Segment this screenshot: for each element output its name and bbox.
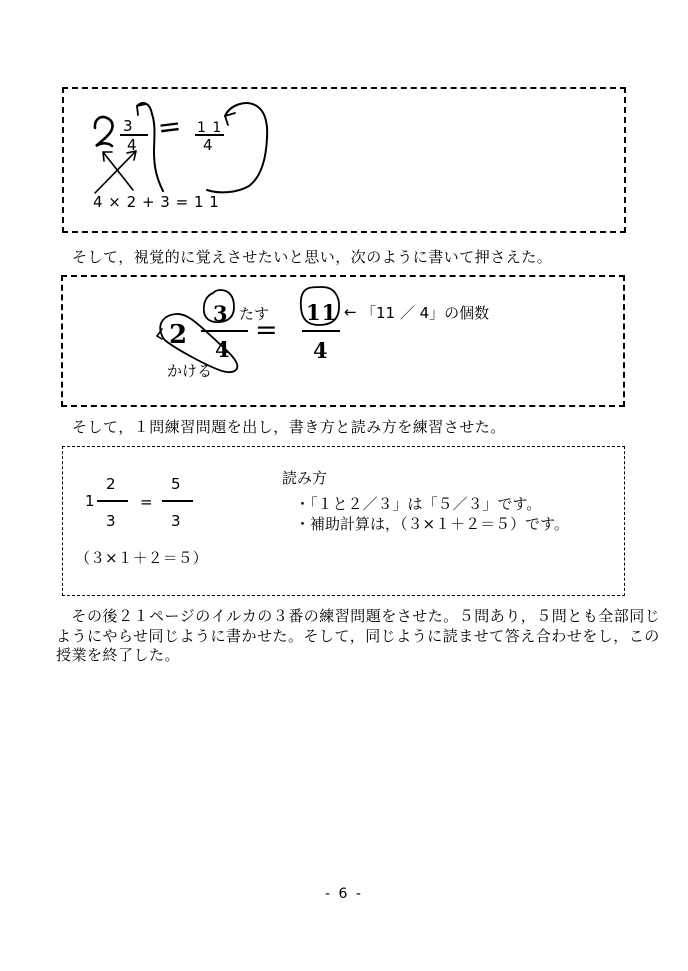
handwritten-two-glyph xyxy=(95,117,113,146)
yomikata-title: 読み方 xyxy=(282,469,328,487)
yomikata-item-1: ・「１と２／３」は「５／３」です。 xyxy=(295,495,542,513)
box1-numerator: 3 xyxy=(123,117,133,135)
yomikata-item-2: ・補助計算は，（３×１＋２＝５）です。 xyxy=(295,515,569,533)
box3-denominator: 3 xyxy=(106,512,116,530)
paren-curve-arrowhead-icon xyxy=(137,104,146,115)
box2-equals: = xyxy=(255,315,278,346)
box2-numerator: 3 xyxy=(213,301,228,326)
box1-denominator: 4 xyxy=(127,136,137,154)
label-kakeru: かける xyxy=(167,362,213,380)
box3-fraction-bar xyxy=(97,500,128,502)
closing-paragraph-line-1: その後２１ページのイルカの３番の練習問題をさせた。５問あり，５問とも全部同じ xyxy=(56,607,661,625)
page-number: - 6 - xyxy=(325,886,363,902)
box2-annotation: 「11 ／ 4」の個数 xyxy=(361,304,490,322)
annotated-conversion-box xyxy=(61,275,625,407)
box2-improper-denominator: 4 xyxy=(313,338,328,363)
closing-paragraph xyxy=(56,607,661,666)
box3-numerator: 2 xyxy=(106,475,116,493)
box2-denominator: 4 xyxy=(215,337,230,362)
handwritten-example-box xyxy=(62,87,626,233)
handwritten-conversion-diagram xyxy=(64,89,624,231)
closing-paragraph-line-3: 授業を終了した。 xyxy=(56,646,181,664)
box2-improper-numerator: 11 xyxy=(306,300,338,325)
box3-result-bar xyxy=(162,500,193,502)
box2-whole: 2 xyxy=(169,320,188,350)
box1-calculation: 4 × 2 + 3 = 1 1 xyxy=(93,193,220,211)
closing-paragraph-line-2: ようにやらせ同じように書かせた。そして，同じように読ませて答え合わせをし，この xyxy=(56,626,660,645)
box3-whole: 1 xyxy=(85,492,95,510)
box1-equals: = xyxy=(155,108,184,145)
loop-arrow-arrowhead-icon xyxy=(225,113,235,125)
practice-problem-box xyxy=(62,446,625,596)
box3-equals: = xyxy=(140,493,153,511)
box1-improper-denominator: 4 xyxy=(203,136,213,154)
annotated-conversion-diagram xyxy=(63,277,623,405)
narrative-line-1: そして，視覚的に覚えさせたいと思い，次のように書いて押さえた。 xyxy=(72,248,553,266)
narrative-line-2: そして，１問練習問題を出し，書き方と読み方を練習させた。 xyxy=(72,418,506,436)
box3-result-denominator: 3 xyxy=(171,512,181,530)
loop-arrow-stroke xyxy=(207,103,267,192)
box3-result-numerator: 5 xyxy=(171,475,181,493)
label-tasu: たす xyxy=(239,305,270,323)
left-arrow-icon: ← xyxy=(344,303,357,321)
box1-improper-numerator: 1 1 xyxy=(197,120,223,136)
aux-calculation: （３×１＋２＝５） xyxy=(75,549,208,567)
